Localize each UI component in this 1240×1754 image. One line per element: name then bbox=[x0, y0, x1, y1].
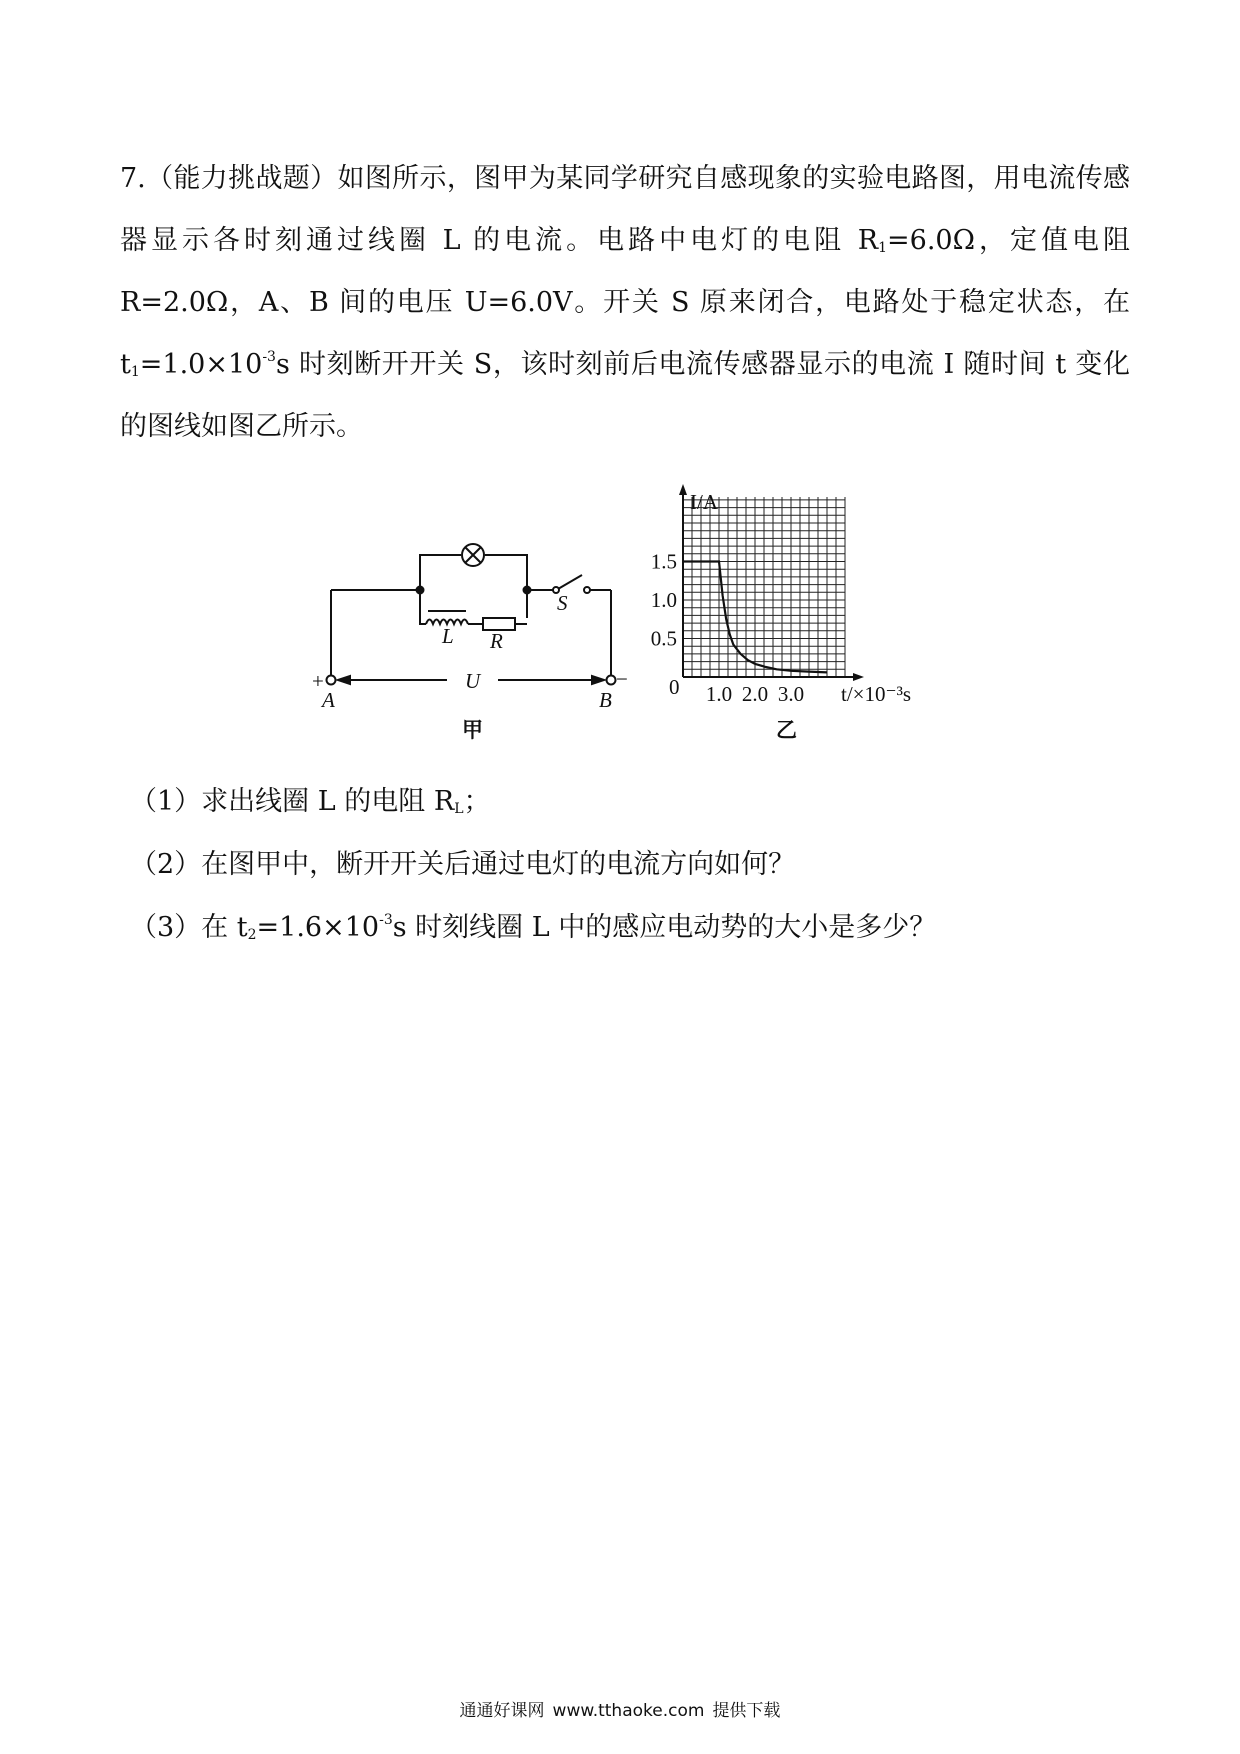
terminal-a bbox=[327, 676, 336, 685]
caption-yi: 乙 bbox=[776, 718, 797, 742]
x-tick-label: 3.0 bbox=[777, 682, 805, 706]
question-3-sub: 2 bbox=[247, 927, 257, 943]
question-2-text: （2）在图甲中，断开开关后通过电灯的电流方向如何？ bbox=[130, 849, 796, 880]
junction-left bbox=[417, 587, 424, 594]
x-tick-label: 1.0 bbox=[705, 682, 733, 706]
label-minus: − bbox=[616, 667, 628, 691]
switch-terminal-right bbox=[584, 587, 590, 593]
x-axis-arrow bbox=[853, 673, 864, 681]
terminal-b bbox=[607, 676, 616, 685]
footer-site-name: 通通好课网 bbox=[459, 1701, 545, 1721]
lamp-icon bbox=[462, 544, 484, 566]
problem-sup-3: -3 bbox=[262, 349, 276, 365]
label-terminal-b: B bbox=[599, 688, 612, 712]
question-3-text-c: s 时刻线圈 L 中的感应电动势的大小是多少？ bbox=[392, 912, 937, 943]
circuit-diagram bbox=[327, 544, 616, 685]
question-3 bbox=[130, 908, 936, 948]
footer-suffix: 提供下载 bbox=[712, 1701, 781, 1721]
problem-text-4: s 时刻断开开关 S，该时刻前后电流传感器显示的电流 I 随时间 t 变化的图线如图乙所示。 bbox=[120, 349, 1130, 442]
label-switch: S bbox=[557, 591, 568, 615]
problem-text-1: 如图所示，图甲为某同学研究自感现象的实验电路图，用电流传感器显示各时刻通过线圈 L 的电流。电路中电灯的电阻 R bbox=[120, 163, 1130, 256]
chart-grid bbox=[683, 497, 845, 677]
chart-ylabel: I/A bbox=[690, 490, 718, 514]
current-time-chart bbox=[651, 484, 864, 706]
label-resistor: R bbox=[490, 629, 503, 653]
question-1-sub: L bbox=[454, 801, 464, 817]
question-3-text-a: （3）在 t bbox=[130, 912, 248, 943]
label-voltage: U bbox=[465, 669, 481, 693]
label-terminal-a: A bbox=[322, 688, 335, 712]
question-1 bbox=[130, 782, 490, 822]
label-inductor: L bbox=[442, 624, 454, 648]
voltage-arrow-left-head bbox=[338, 676, 350, 684]
page-footer bbox=[0, 1696, 1240, 1721]
chart-origin-label: 0 bbox=[669, 675, 680, 699]
question-2 bbox=[130, 845, 795, 885]
y-tick-label: 1.0 bbox=[650, 588, 677, 612]
label-plus: + bbox=[312, 669, 324, 693]
question-3-sup: -3 bbox=[379, 912, 393, 928]
problem-sub-2: 1 bbox=[130, 364, 140, 380]
question-1-end: ； bbox=[463, 786, 491, 817]
voltage-arrow-right-head bbox=[592, 676, 604, 684]
question-1-text: （1）求出线圈 L 的电阻 R bbox=[130, 786, 455, 817]
problem-text-3: =1.0×10 bbox=[139, 349, 263, 380]
switch-blade bbox=[558, 575, 582, 589]
y-axis-arrow bbox=[679, 484, 687, 495]
chart-xlabel: t/×10⁻³s bbox=[841, 682, 912, 706]
x-tick-label: 2.0 bbox=[741, 682, 769, 706]
question-3-text-b: =1.6×10 bbox=[256, 912, 380, 943]
y-tick-label: 0.5 bbox=[650, 626, 677, 651]
caption-jia: 甲 bbox=[462, 718, 483, 742]
footer-url[interactable]: www.tthaoke.com bbox=[552, 1701, 705, 1721]
problem-text-2: =6.0Ω，定值电阻 R=2.0Ω，A、B 间的电压 U=6.0V。开关 S 原来闭合，电路处于稳定状态，在 t bbox=[120, 225, 1130, 380]
problem-number: 7.（能力挑战题） bbox=[120, 163, 338, 194]
problem-sub-1: 1 bbox=[878, 240, 888, 256]
y-tick-label: 1.5 bbox=[650, 549, 677, 574]
